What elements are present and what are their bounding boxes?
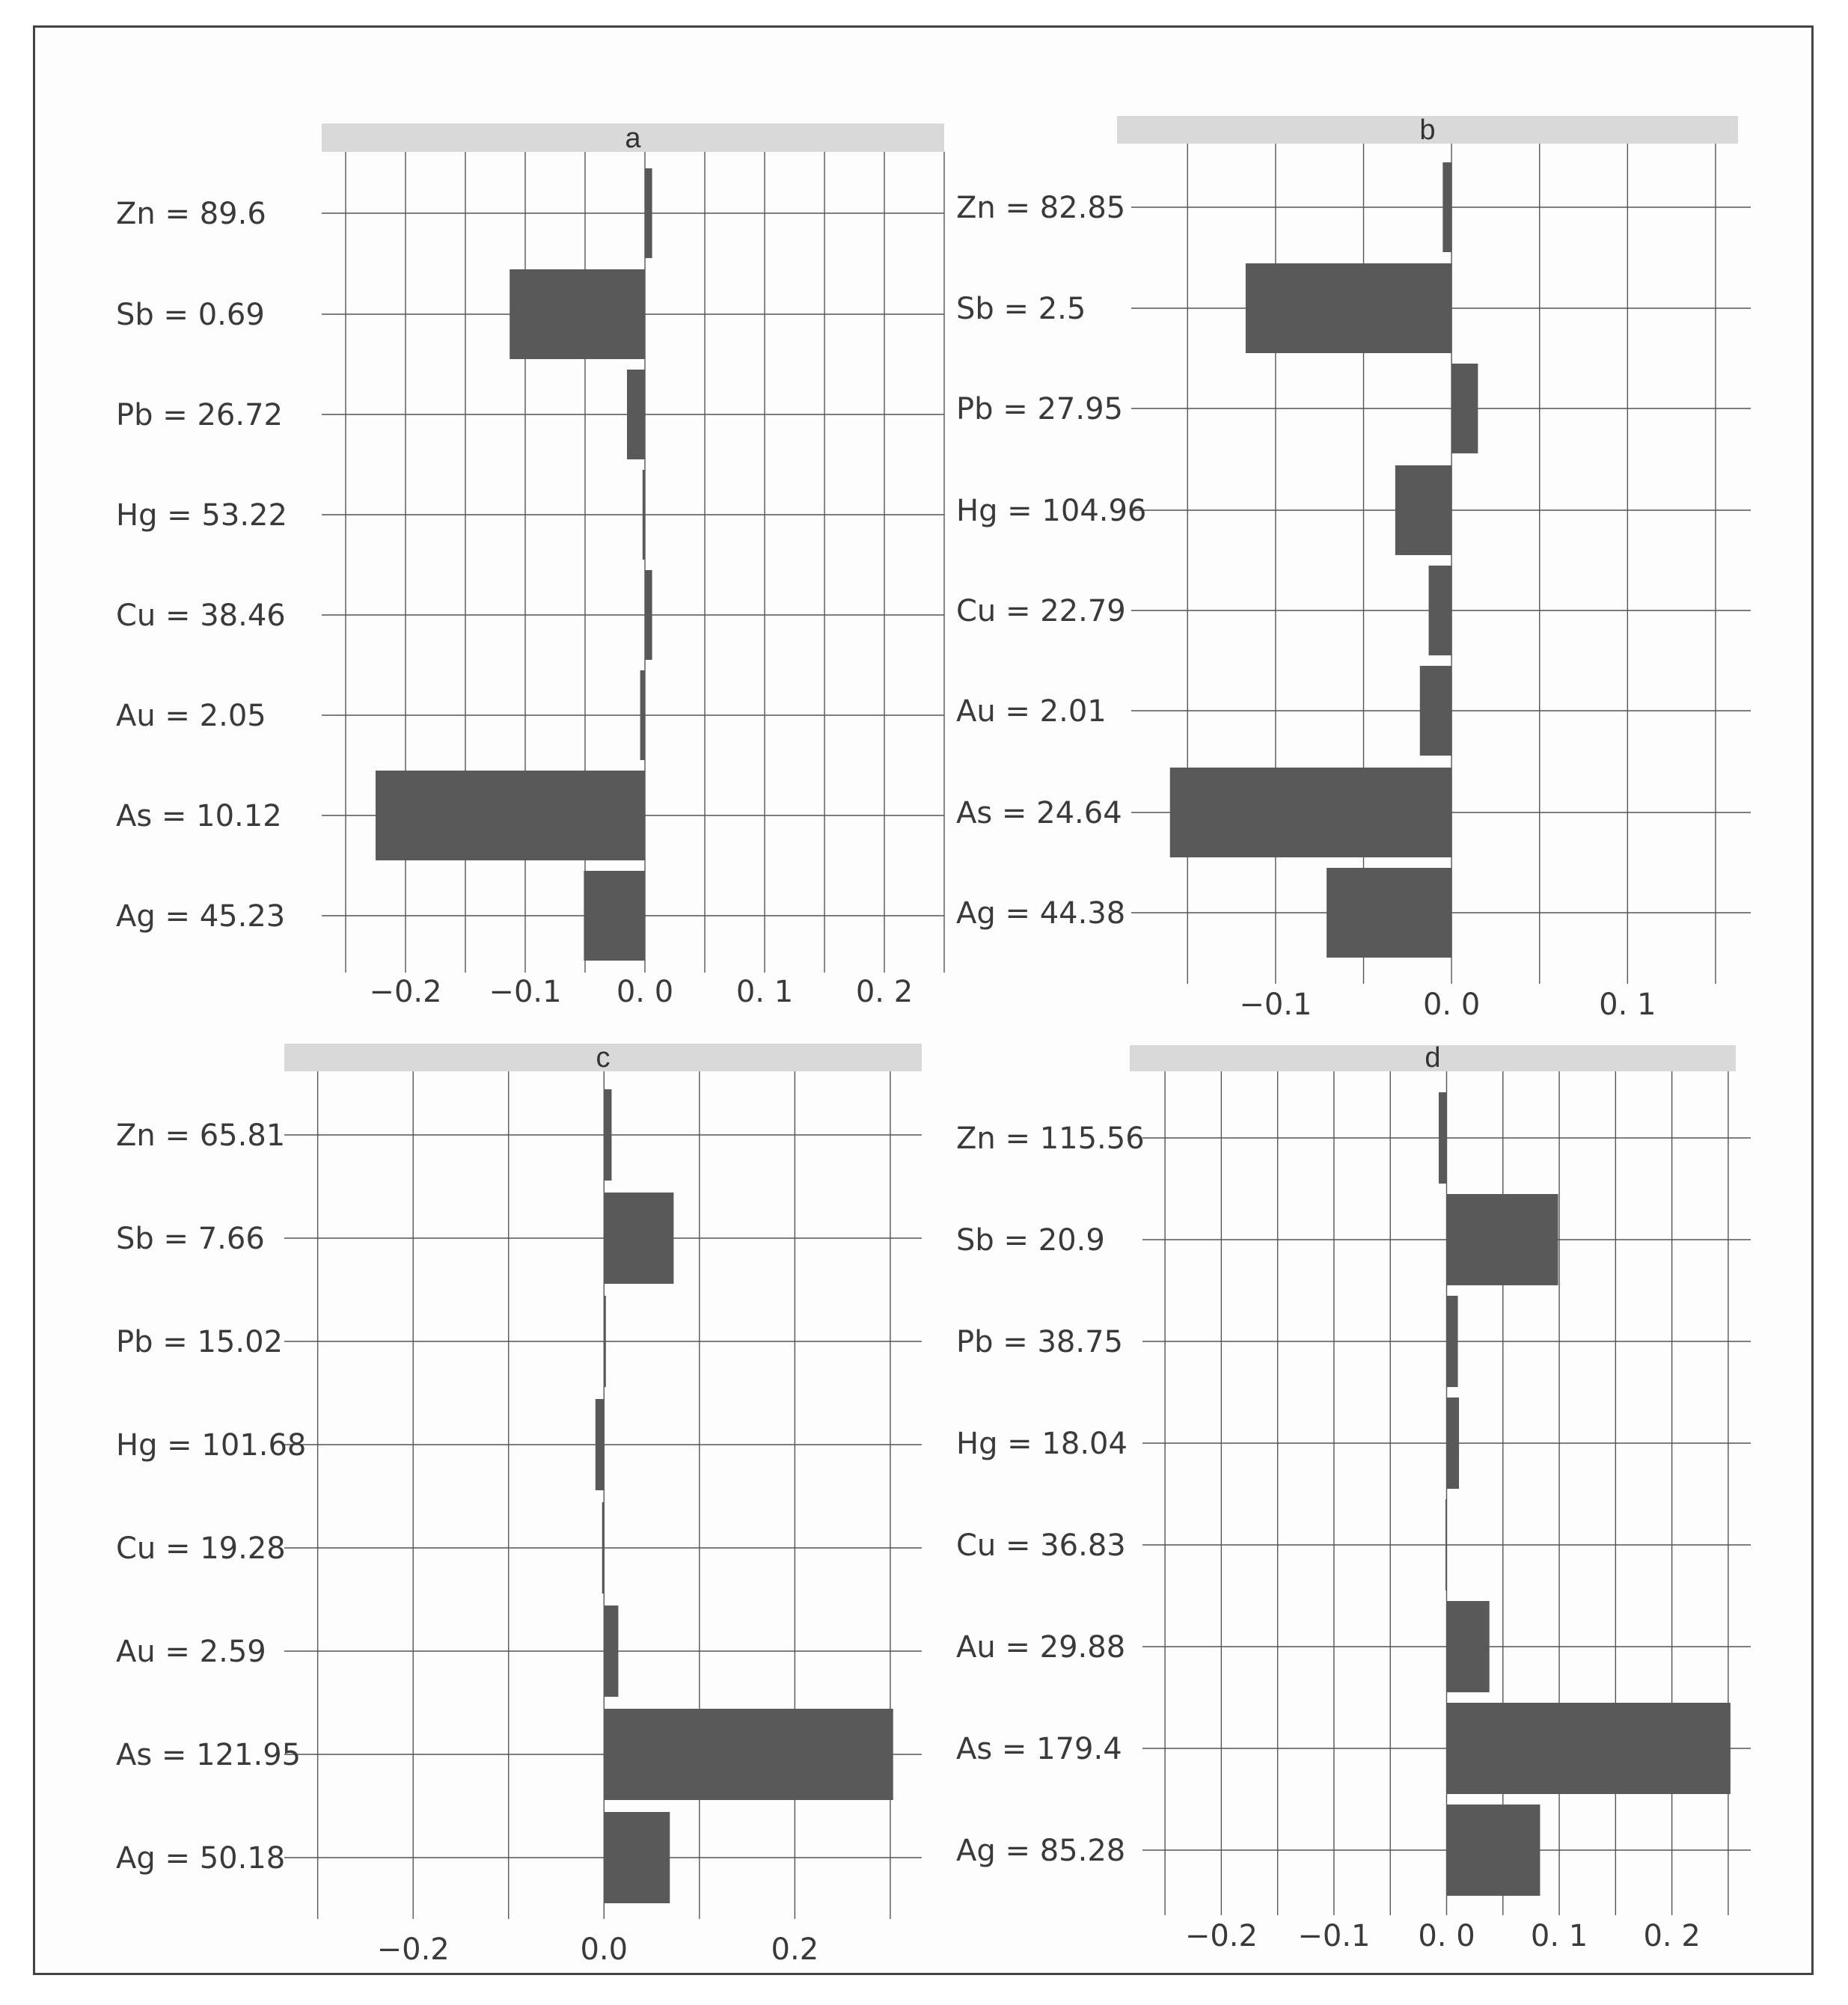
- bar: [596, 1399, 604, 1490]
- category-label: Hg = 101.68: [116, 1428, 307, 1463]
- category-label: Sb = 0.69: [116, 298, 265, 332]
- bar: [1429, 566, 1452, 655]
- category-label: Hg = 104.96: [956, 494, 1147, 528]
- x-tick-label: 0. 2: [855, 975, 914, 1009]
- x-tick-label: −0.2: [1184, 1919, 1258, 1953]
- x-tick-label: 0.2: [771, 1932, 819, 1967]
- bar: [1246, 263, 1451, 353]
- bar: [1395, 465, 1451, 555]
- category-label: Zn = 65.81: [116, 1118, 286, 1153]
- category-label: Zn = 115.56: [956, 1121, 1145, 1156]
- bar: [627, 370, 645, 459]
- category-label: Hg = 53.22: [116, 498, 287, 533]
- category-label: Zn = 82.85: [956, 191, 1126, 225]
- panel-title: a: [625, 123, 641, 154]
- bar: [1439, 1092, 1447, 1184]
- bar: [645, 168, 652, 258]
- bar: [604, 1709, 893, 1800]
- x-tick-label: 0. 0: [1418, 1919, 1475, 1953]
- category-label: Au = 2.59: [116, 1635, 266, 1669]
- category-label: Au = 2.01: [956, 694, 1107, 729]
- panel-b: [956, 114, 1751, 1022]
- bar: [1447, 1601, 1490, 1692]
- panel-title: d: [1425, 1042, 1441, 1074]
- panel-title: c: [596, 1042, 611, 1074]
- bar: [645, 570, 652, 660]
- category-label: Ag = 85.28: [956, 1834, 1126, 1868]
- category-label: Pb = 15.02: [116, 1325, 283, 1359]
- bar: [604, 1089, 611, 1181]
- bar: [1447, 1703, 1731, 1794]
- panel-a: [116, 123, 944, 1009]
- bar: [643, 470, 645, 560]
- category-label: As = 121.95: [116, 1738, 302, 1772]
- category-label: Cu = 38.46: [116, 599, 286, 633]
- category-label: Ag = 44.38: [956, 896, 1126, 931]
- category-label: Ag = 50.18: [116, 1841, 286, 1876]
- category-label: Sb = 7.66: [116, 1222, 265, 1256]
- bar: [604, 1605, 618, 1697]
- category-label: Hg = 18.04: [956, 1427, 1128, 1461]
- x-tick-label: 0. 0: [616, 975, 674, 1009]
- x-tick-label: 0. 1: [1599, 988, 1656, 1022]
- panel-title: b: [1419, 114, 1436, 146]
- bar: [1170, 768, 1451, 857]
- bar: [1447, 1398, 1460, 1489]
- x-tick-label: −0.1: [1239, 988, 1312, 1022]
- bar: [1327, 868, 1451, 958]
- bar: [640, 670, 645, 760]
- category-label: As = 24.64: [956, 796, 1122, 830]
- category-label: As = 179.4: [956, 1732, 1122, 1766]
- x-tick-label: −0.1: [489, 975, 562, 1009]
- bar: [604, 1193, 673, 1284]
- category-label: Cu = 19.28: [116, 1531, 286, 1566]
- bar: [1442, 162, 1451, 252]
- x-tick-label: 0. 2: [1643, 1919, 1701, 1953]
- category-label: Sb = 20.9: [956, 1223, 1105, 1258]
- bar: [1447, 1296, 1458, 1387]
- x-tick-label: 0. 1: [735, 975, 794, 1009]
- x-tick-label: −0.2: [369, 975, 442, 1009]
- bar: [584, 871, 645, 961]
- panel-c: [116, 1042, 922, 1967]
- category-label: Zn = 89.6: [116, 197, 266, 231]
- panel-d: [956, 1042, 1751, 1953]
- category-label: As = 10.12: [116, 799, 282, 833]
- bar: [604, 1296, 606, 1387]
- category-label: Sb = 2.5: [956, 292, 1086, 326]
- bar: [1447, 1194, 1558, 1285]
- category-label: Pb = 27.95: [956, 392, 1123, 426]
- category-label: Pb = 26.72: [116, 398, 283, 432]
- category-label: Au = 29.88: [956, 1630, 1126, 1665]
- bar: [602, 1502, 605, 1594]
- bar: [1420, 666, 1451, 756]
- category-label: Pb = 38.75: [956, 1325, 1123, 1359]
- x-tick-label: 0. 1: [1530, 1919, 1588, 1953]
- bar: [376, 771, 645, 860]
- x-tick-label: −0.2: [376, 1932, 450, 1967]
- category-label: Ag = 45.23: [116, 899, 286, 934]
- bar: [1445, 1499, 1447, 1591]
- x-tick-label: 0. 0: [1422, 988, 1481, 1022]
- bar: [1447, 1804, 1540, 1896]
- category-label: Cu = 22.79: [956, 594, 1126, 628]
- x-tick-label: 0.0: [580, 1932, 628, 1967]
- bar: [510, 269, 645, 359]
- x-tick-label: −0.1: [1297, 1919, 1371, 1953]
- bar: [604, 1812, 670, 1903]
- category-label: Au = 2.05: [116, 699, 266, 733]
- category-label: Cu = 36.83: [956, 1528, 1126, 1563]
- bar: [1451, 364, 1478, 453]
